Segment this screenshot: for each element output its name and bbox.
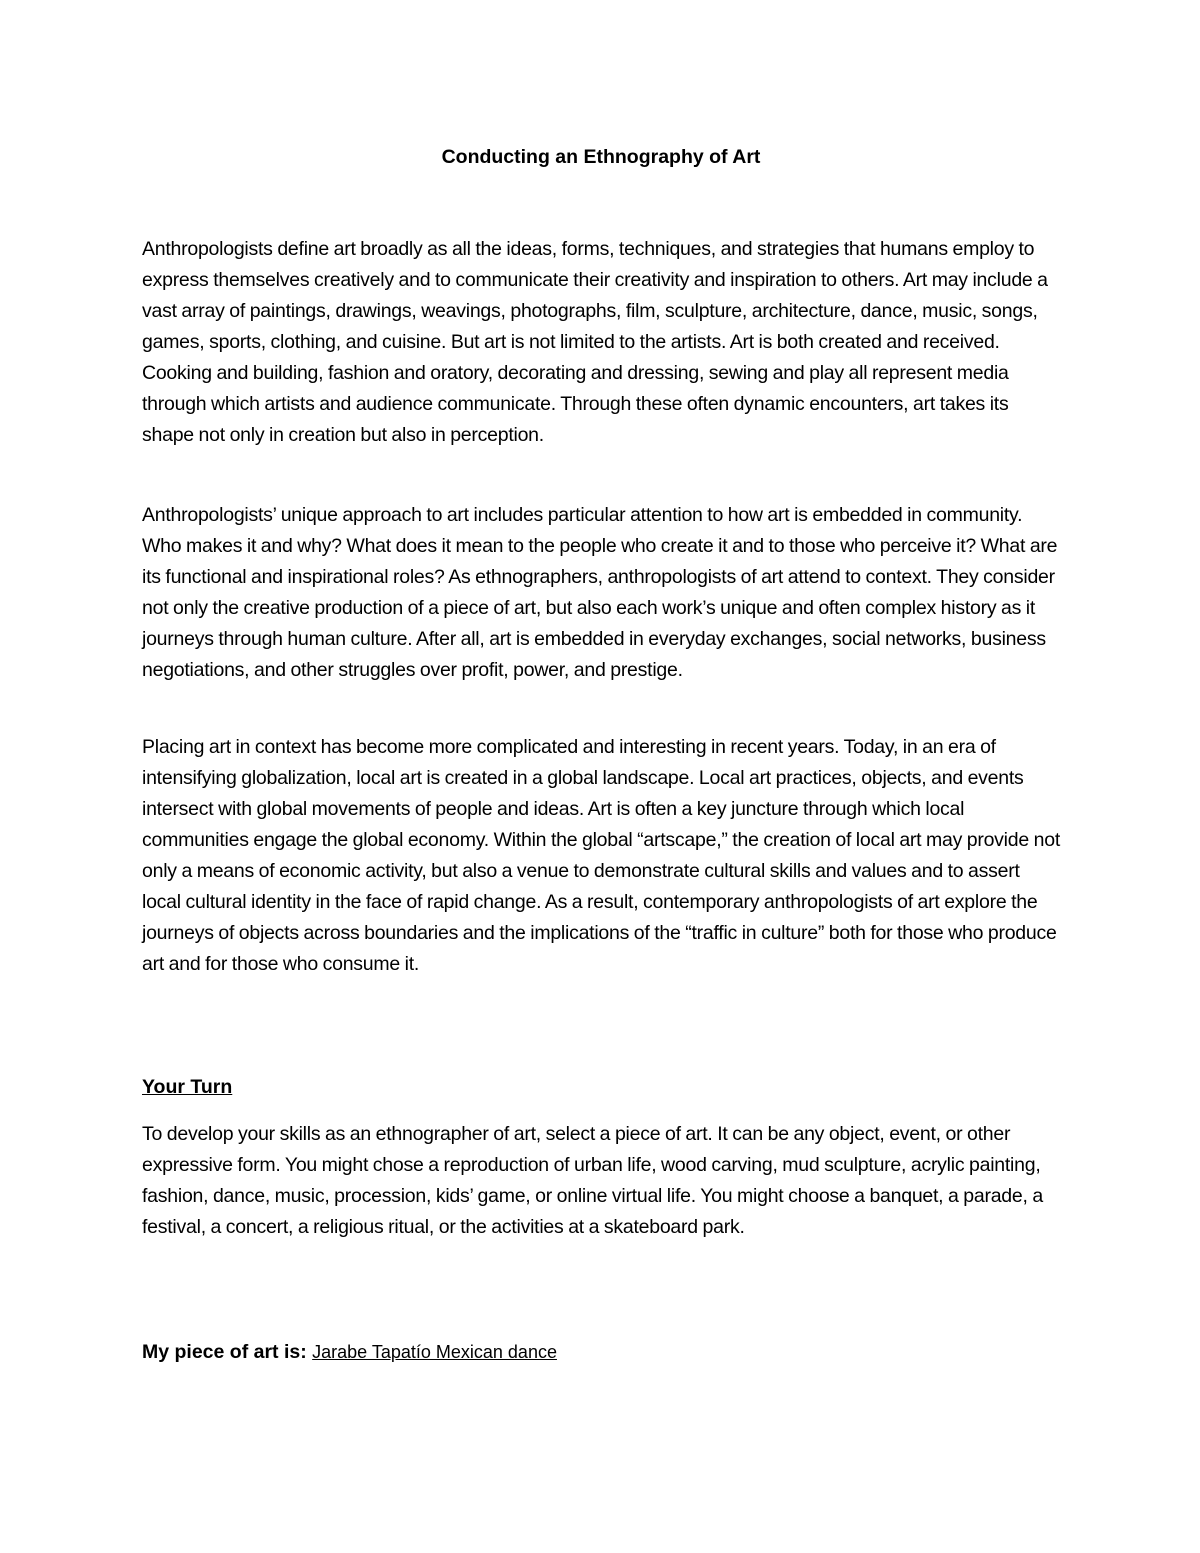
document-title: Conducting an Ethnography of Art [441,146,761,168]
paragraph-anthropological-approach: Anthropologists’ unique approach to art includes particular attention to how art is embedded in community. Who makes it and why? What does it mean to the people who create it and to those who perceive it? What are its functional and inspirational roles? As ethnographers, anthropologists of art attend to context. They consider not only the creative production of a piece of art, but also each work’s unique and often complex history as it journeys through human culture. After all, art is embedded in everyday exchanges, social networks, business negotiations, and other struggles over profit, power, and prestige. [142,504,1058,681]
answer-line [142,1337,557,1368]
answer-label: My piece of art is: [142,1341,307,1363]
answer-value: Jarabe Tapatío Mexican dance [312,1342,557,1362]
paragraph-art-definition: Anthropologists define art broadly as all the ideas, forms, techniques, and strategies that humans employ to express themselves creatively and to communicate their creativity and inspiration to others. Art may include a vast array of paintings, drawings, weavings, photographs, film, sculpture, architecture, dance, music, songs, games, sports, clothing, and cuisine. But art is not limited to the artists. Art is both created and received. Cooking and building, fashion and oratory, decorating and dressing, sewing and play all represent media through which artists and audience communicate. Through these often dynamic encounters, art takes its shape not only in creation but also in perception. [142,238,1048,446]
section-heading-your-turn: Your Turn [142,1076,233,1098]
paragraph-instructions: To develop your skills as an ethnographer of art, select a piece of art. It can be any object, event, or other expressive form. You might chose a reproduction of urban life, wood carving, mud sculpture, acrylic painting, fashion, dance, music, procession, kids’ game, or online virtual life. You might choose a banquet, a parade, a festival, a concert, a religious ritual, or the activities at a skateboard park. [142,1123,1043,1238]
document-page [142,0,1060,1553]
paragraph-art-in-context: Placing art in context has become more complicated and interesting in recent years. Today, in an era of intensifying globalization, local art is created in a global landscape. Local art practices, objects, and events intersect with global movements of people and ideas. Art is often a key juncture through which local communities engage the global economy. Within the global “artscape,” the creation of local art may provide not only a means of economic activity, but also a venue to demonstrate cultural skills and values and to assert local cultural identity in the face of rapid change. As a result, contemporary anthropologists of art explore the journeys of objects across boundaries and the implications of the “traffic in culture” both for those who produce art and for those who consume it. [142,736,1060,975]
